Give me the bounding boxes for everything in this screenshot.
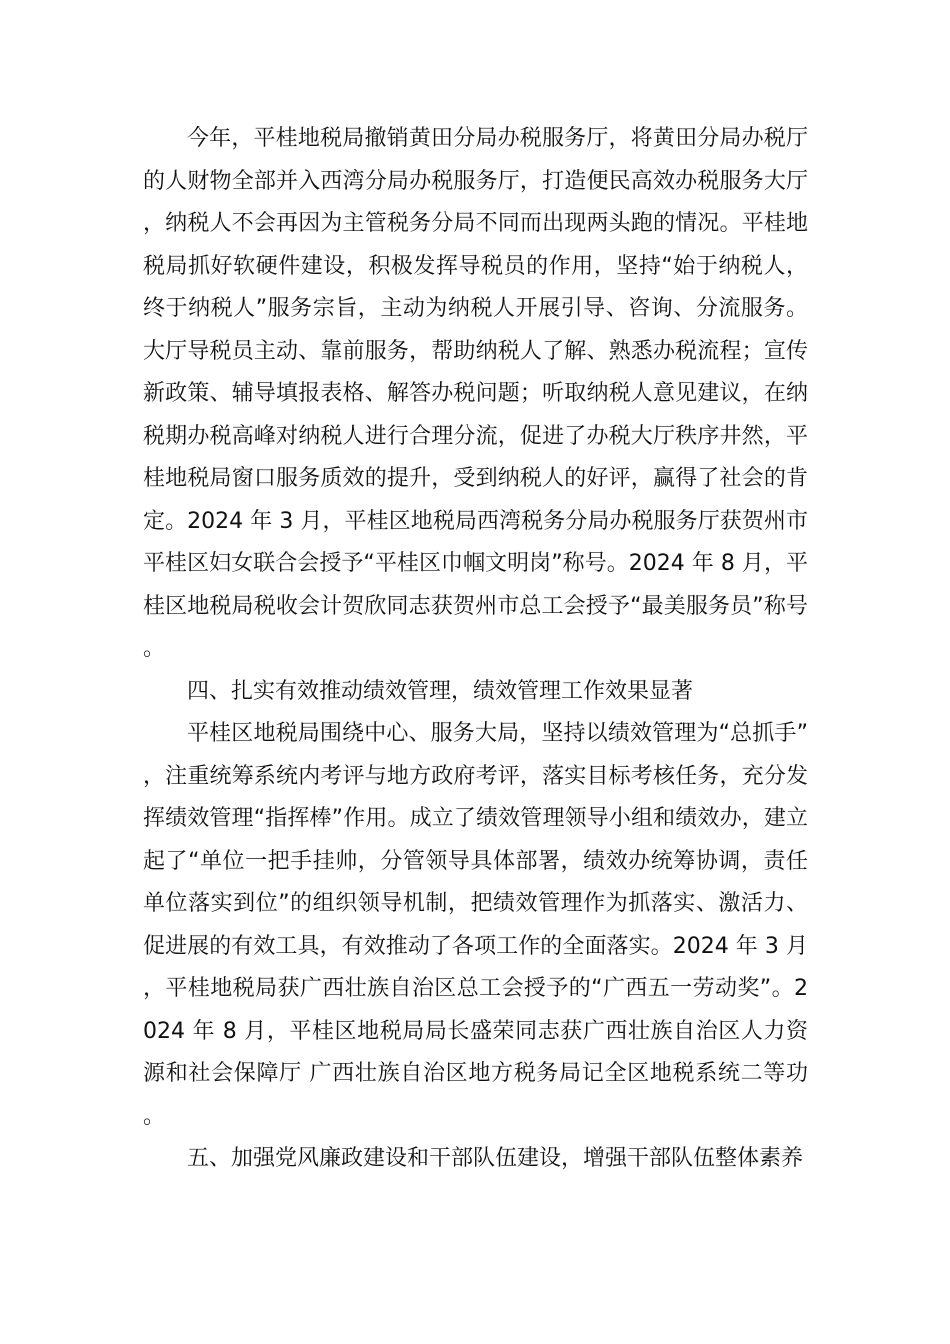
paragraph-performance-management: 平桂区地税局围绕中心、服务大局，坚持以绩效管理为“总抓手”，注重统筹系统内考评与地方政府考评，落实目标考核任务，充分发挥绩效管理“指挥棒”作用。成立了绩效管理领导小组和绩效办，建立起了“单位一把手挂帅，分管领导具体部署，绩效办统筹协调，责任单位落实到位”的组织领导机制，把绩效管理作为抓落实、激活力、促进展的有效工具，有效推动了各项工作的全面落实。2024 年 3 月，平桂地税局获广西壮族自治区总工会授予的“广西五一劳动奖”。2024 年 8 月，平桂区地税局局长盛荣同志获广西壮族自治区人力资源和社会保障厅 广西壮族自治区地方税务局记全区地税系统二等功。 [143, 721, 808, 1129]
section-heading-party-conduct: 五、加强党风廉政建设和干部队伍建设，增强干部队伍整体素养 [187, 1146, 804, 1171]
paragraph-tax-service-hall: 今年，平桂地税局撤销黄田分局办税服务厅，将黄田分局办税厅的人财物全部并入西湾分局办税服务厅，打造便民高效办税服务大厅，纳税人不会再因为主管税务分局不同而出现两头跑的情况。平桂地税局抓好软硬件建设，积极发挥导税员的作用，坚持“始于纳税人，终于纳税人”服务宗旨，主动为纳税人开展引导、咨询、分流服务。大厅导税员主动、靠前服务，帮助纳税人了解、熟悉办税流程；宣传新政策、辅导填报表格、解答办税问题；听取纳税人意见建议，在纳税期办税高峰对纳税人进行合理分流，促进了办税大厅秩序井然，平桂地税局窗口服务质效的提升，受到纳税人的好评，赢得了社会的肯定。2024 年 3 月，平桂区地税局西湾税务分局办税服务厅获贺州市平桂区妇女联合会授予“平桂区巾帼文明岗”称号。2024 年 8 月，平桂区地税局税收会计贺欣同志获贺州市总工会授予“最美服务员”称号。 [143, 126, 808, 661]
section-heading-performance-management: 四、扎实有效推动绩效管理，绩效管理工作效果显著 [187, 678, 694, 704]
document-body [143, 118, 808, 1181]
